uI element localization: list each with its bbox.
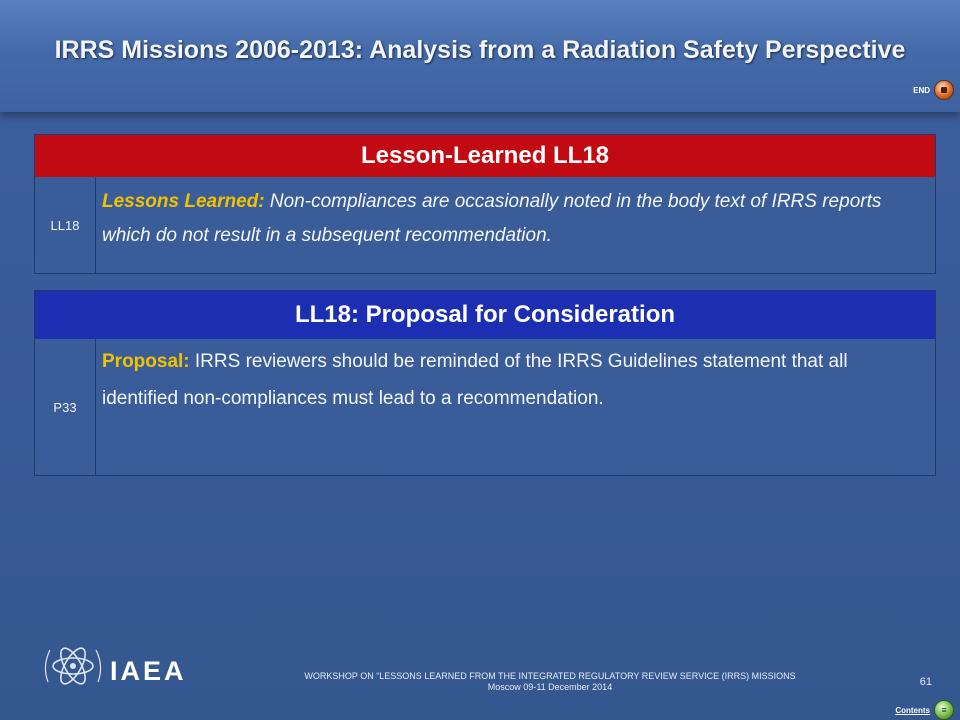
lesson-id-cell: LL18 (35, 177, 96, 273)
slide-header (0, 0, 960, 112)
lesson-text-cell (96, 177, 935, 273)
proposal-id-cell: P33 (35, 339, 96, 475)
workshop-footer (230, 671, 870, 693)
page-number: 61 (919, 676, 932, 688)
contents-label: Contents (895, 705, 930, 715)
contents-icon[interactable]: ≡ (934, 700, 954, 720)
workshop-location: Moscow 09-11 December 2014 (487, 682, 613, 692)
slide-title: IRRS Missions 2006-2013: Analysis from a Radiation Safety Perspective (54, 36, 906, 64)
end-link[interactable] (913, 80, 954, 100)
lesson-text: Non-compliances are occasionally noted in the body text of IRRS reports which do not result in a subsequent recommendation. (102, 191, 882, 246)
end-icon[interactable] (934, 80, 954, 100)
proposal-text-cell (96, 339, 935, 475)
lesson-learned-heading: Lesson-Learned LL18 (35, 135, 935, 177)
proposal-lead: Proposal: (102, 351, 190, 372)
lesson-learned-table (34, 134, 936, 274)
proposal-table (34, 290, 936, 476)
iaea-atom-logo (38, 638, 108, 694)
proposal-heading: LL18: Proposal for Consideration (35, 291, 935, 339)
workshop-name: WORKSHOP ON “LESSONS LEARNED FROM THE INTEGRATED REGULATORY REVIEW SERVICE (IRRS) MISSIONS (304, 671, 796, 681)
proposal-text: IRRS reviewers should be reminded of the IRRS Guidelines statement that all identified non-compliances must lead to a recommendation. (102, 351, 848, 409)
end-label: END (913, 85, 930, 95)
lesson-lead: Lessons Learned: (102, 191, 265, 212)
contents-link[interactable] (895, 700, 954, 720)
iaea-wordmark: IAEA (110, 656, 187, 686)
